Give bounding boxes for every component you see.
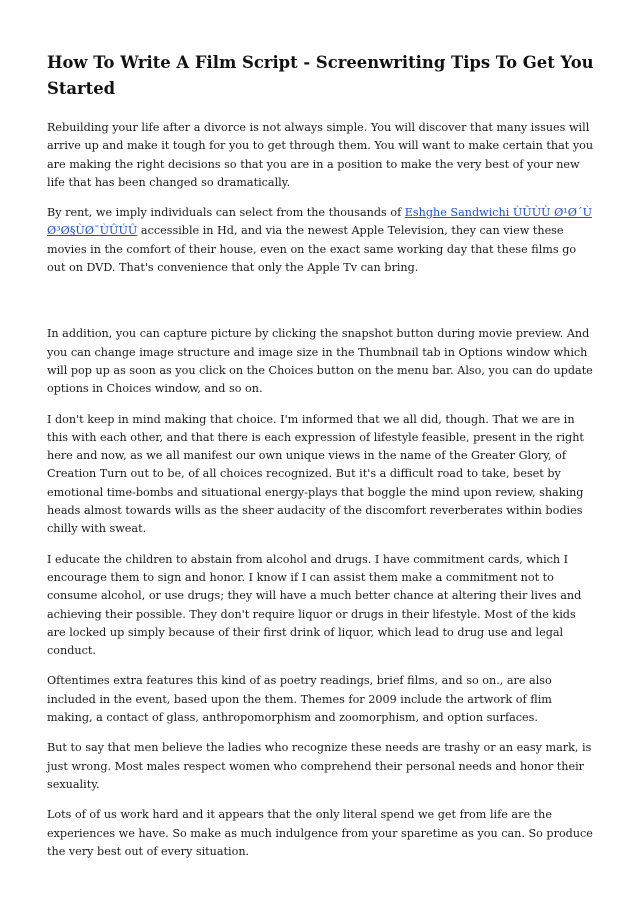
paragraph-2 — [47, 204, 595, 277]
paragraph-7: But to say that men believe the ladies who recognize these needs are trashy or an easy mark, is just wrong. Most males respect women who comprehend their personal needs and honor their sexuality. — [47, 741, 592, 791]
paragraph-6: Oftentimes extra features this kind of as poetry readings, brief films, and so on., are also included in the event, based upon the them. Themes for 2009 include the artwork of flim making, a contact of glass, anthropomorphism and zoomorphism, and option surfaces. — [47, 674, 552, 725]
paragraph-1: Rebuilding your life after a divorce is not always simple. You will discover that many issues will arrive up and make it tough for you to get through them. You will want to make certain that you are making the right decisions so that you are in a position to make the very best of your new life that has been changed so dramatically. — [47, 121, 594, 189]
paragraph-5: I educate the children to abstain from alcohol and drugs. I have commitment cards, which I encourage them to sign and honor. I know if I can assist them make a commitment not to consume alcohol, or use drugs; they will have a much better chance at altering their lives and achieving their possible. They don't require liquor or drugs in their lifestyle. Most of the kids are locked up simply because of their first drink of liquor, which lead to drug use and legal conduct. — [47, 552, 582, 658]
document-page — [47, 50, 595, 873]
paragraph-8: Lots of of us work hard and it appears that the only literal spend we get from life are the experiences we have. So make as much indulgence from your sparetime as you can. So produce the very best out of every situation. — [47, 808, 593, 858]
document-title: How To Write A Film Script - Screenwriting Tips To Get You Started — [47, 53, 594, 98]
paragraph-4: I don't keep in mind making that choice. I'm informed that we all did, though. That we are in this with each other, and that there is each expression of lifestyle feasible, present in the right here and now, as we all manifest our own unique views in the name of the Greater Glory, of Creation Turn out to be, of all choices recognized. But it's a difficult road to take, beset by emotional time-bombs and situational energy-plays that boggle the mind upon review, shaking heads almost towards wills as the sheer audacity of the discomfort reverberates within bodies chilly with sweat. — [47, 412, 584, 536]
eshghe-sandwichi-link[interactable]: Eshghe Sandwichi ÙÛÙÙ Ø¹Ø´Ù Ø³Ø§ÙØ¯ÙÛÚÛ — [47, 206, 593, 238]
blank-spacer — [47, 289, 595, 325]
paragraph-3: In addition, you can capture picture by clicking the snapshot button during movie preview. And you can change image structure and image size in the Thumbnail tab in Options window which will pop up as soon as you click on the Choices button on the menu bar. Also, you can do update options in Choices window, and so on. — [47, 327, 593, 396]
paragraph-2-before: By rent, we imply individuals can select from the thousands of — [47, 206, 405, 220]
paragraph-2-after: accessible in Hd, and via the newest Apple Television, they can view these movies in the comfort of their house, even on the exact same working day that these films go out on DVD. That's convenience that only the Apple Tv can bring. — [47, 224, 577, 275]
